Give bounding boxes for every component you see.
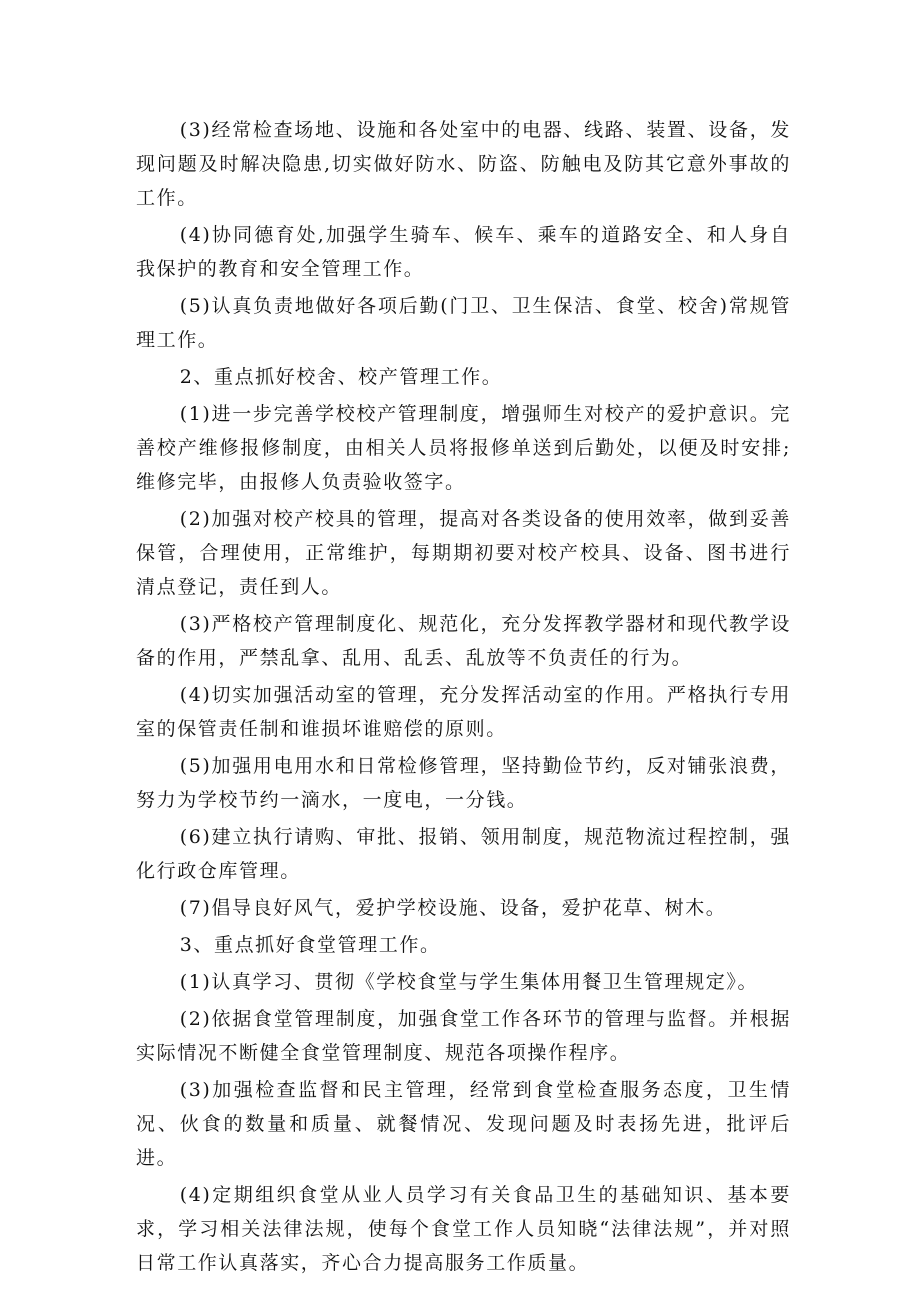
paragraph-property-management: (2)加强对校产校具的管理，提高对各类设备的使用效率，做到妥善保管，合理使用，正常维护，每期期初要对校产校具、设备、图书进行清点登记，责任到人。 — [136, 508, 791, 598]
paragraph-equipment-inspection: (3)经常检查场地、设施和各处室中的电器、线路、装置、设备，发现问题及时解决隐患,切实做好防水、防盗、防触电及防其它意外事故的工作。 — [136, 119, 791, 209]
paragraph-traffic-safety: (4)协同德育处,加强学生骑车、候车、乘车的道路安全、和人身自我保护的教育和安全管理工作。 — [136, 224, 791, 280]
paragraph-property-system: (1)进一步完善学校校产管理制度，增强师生对校产的爱护意识。完善校产维修报修制度，由相关人员将报修单送到后勤处，以便及时安排;维修完毕，由报修人负责验收签字。 — [136, 403, 791, 493]
section-heading-campus-property: 2、重点抓好校舍、校产管理工作。 — [179, 366, 503, 388]
paragraph-utilities: (5)加强用电用水和日常检修管理，坚持勤俭节约，反对铺张浪费，努力为学校节约一滴水，一度电，一分钱。 — [136, 755, 791, 811]
document-body — [136, 113, 791, 1283]
paragraph-canteen-supervision: (2)依据食堂管理制度，加强食堂工作各环节的管理与监督。并根据实际情况不断健全食堂管理制度、规范各项操作程序。 — [136, 1008, 791, 1064]
paragraph-canteen-regulation: (1)认真学习、贯彻《学校食堂与学生集体用餐卫生管理规定》。 — [179, 971, 759, 993]
paragraph-logistics-routine: (5)认真负责地做好各项后勤(门卫、卫生保洁、食堂、校舍)常规管理工作。 — [136, 295, 791, 351]
paragraph-staff-training: (4)定期组织食堂从业人员学习有关食品卫生的基础知识、基本要求，学习相关法律法规，使每个食堂工作人员知晓“法律法规”，并对照日常工作认真落实，齐心合力提高服务工作质量。 — [136, 1184, 791, 1274]
paragraph-procurement: (6)建立执行请购、审批、报销、领用制度，规范物流过程控制，强化行政仓库管理。 — [136, 826, 791, 882]
paragraph-canteen-inspection: (3)加强检查监督和民主管理，经常到食堂检查服务态度，卫生情况、伙食的数量和质量、就餐情况、发现问题及时表扬先进，批评后进。 — [136, 1079, 791, 1169]
paragraph-activity-room: (4)切实加强活动室的管理，充分发挥活动室的作用。严格执行专用室的保管责任制和谁损坏谁赔偿的原则。 — [136, 684, 791, 740]
paragraph-standardization: (3)严格校产管理制度化、规范化，充分发挥教学器材和现代教学设备的作用，严禁乱拿、乱用、乱丢、乱放等不负责任的行为。 — [136, 613, 791, 669]
section-heading-canteen: 3、重点抓好食堂管理工作。 — [179, 934, 441, 956]
paragraph-good-practice: (7)倡导良好风气，爱护学校设施、设备，爱护花草、树木。 — [179, 897, 727, 919]
